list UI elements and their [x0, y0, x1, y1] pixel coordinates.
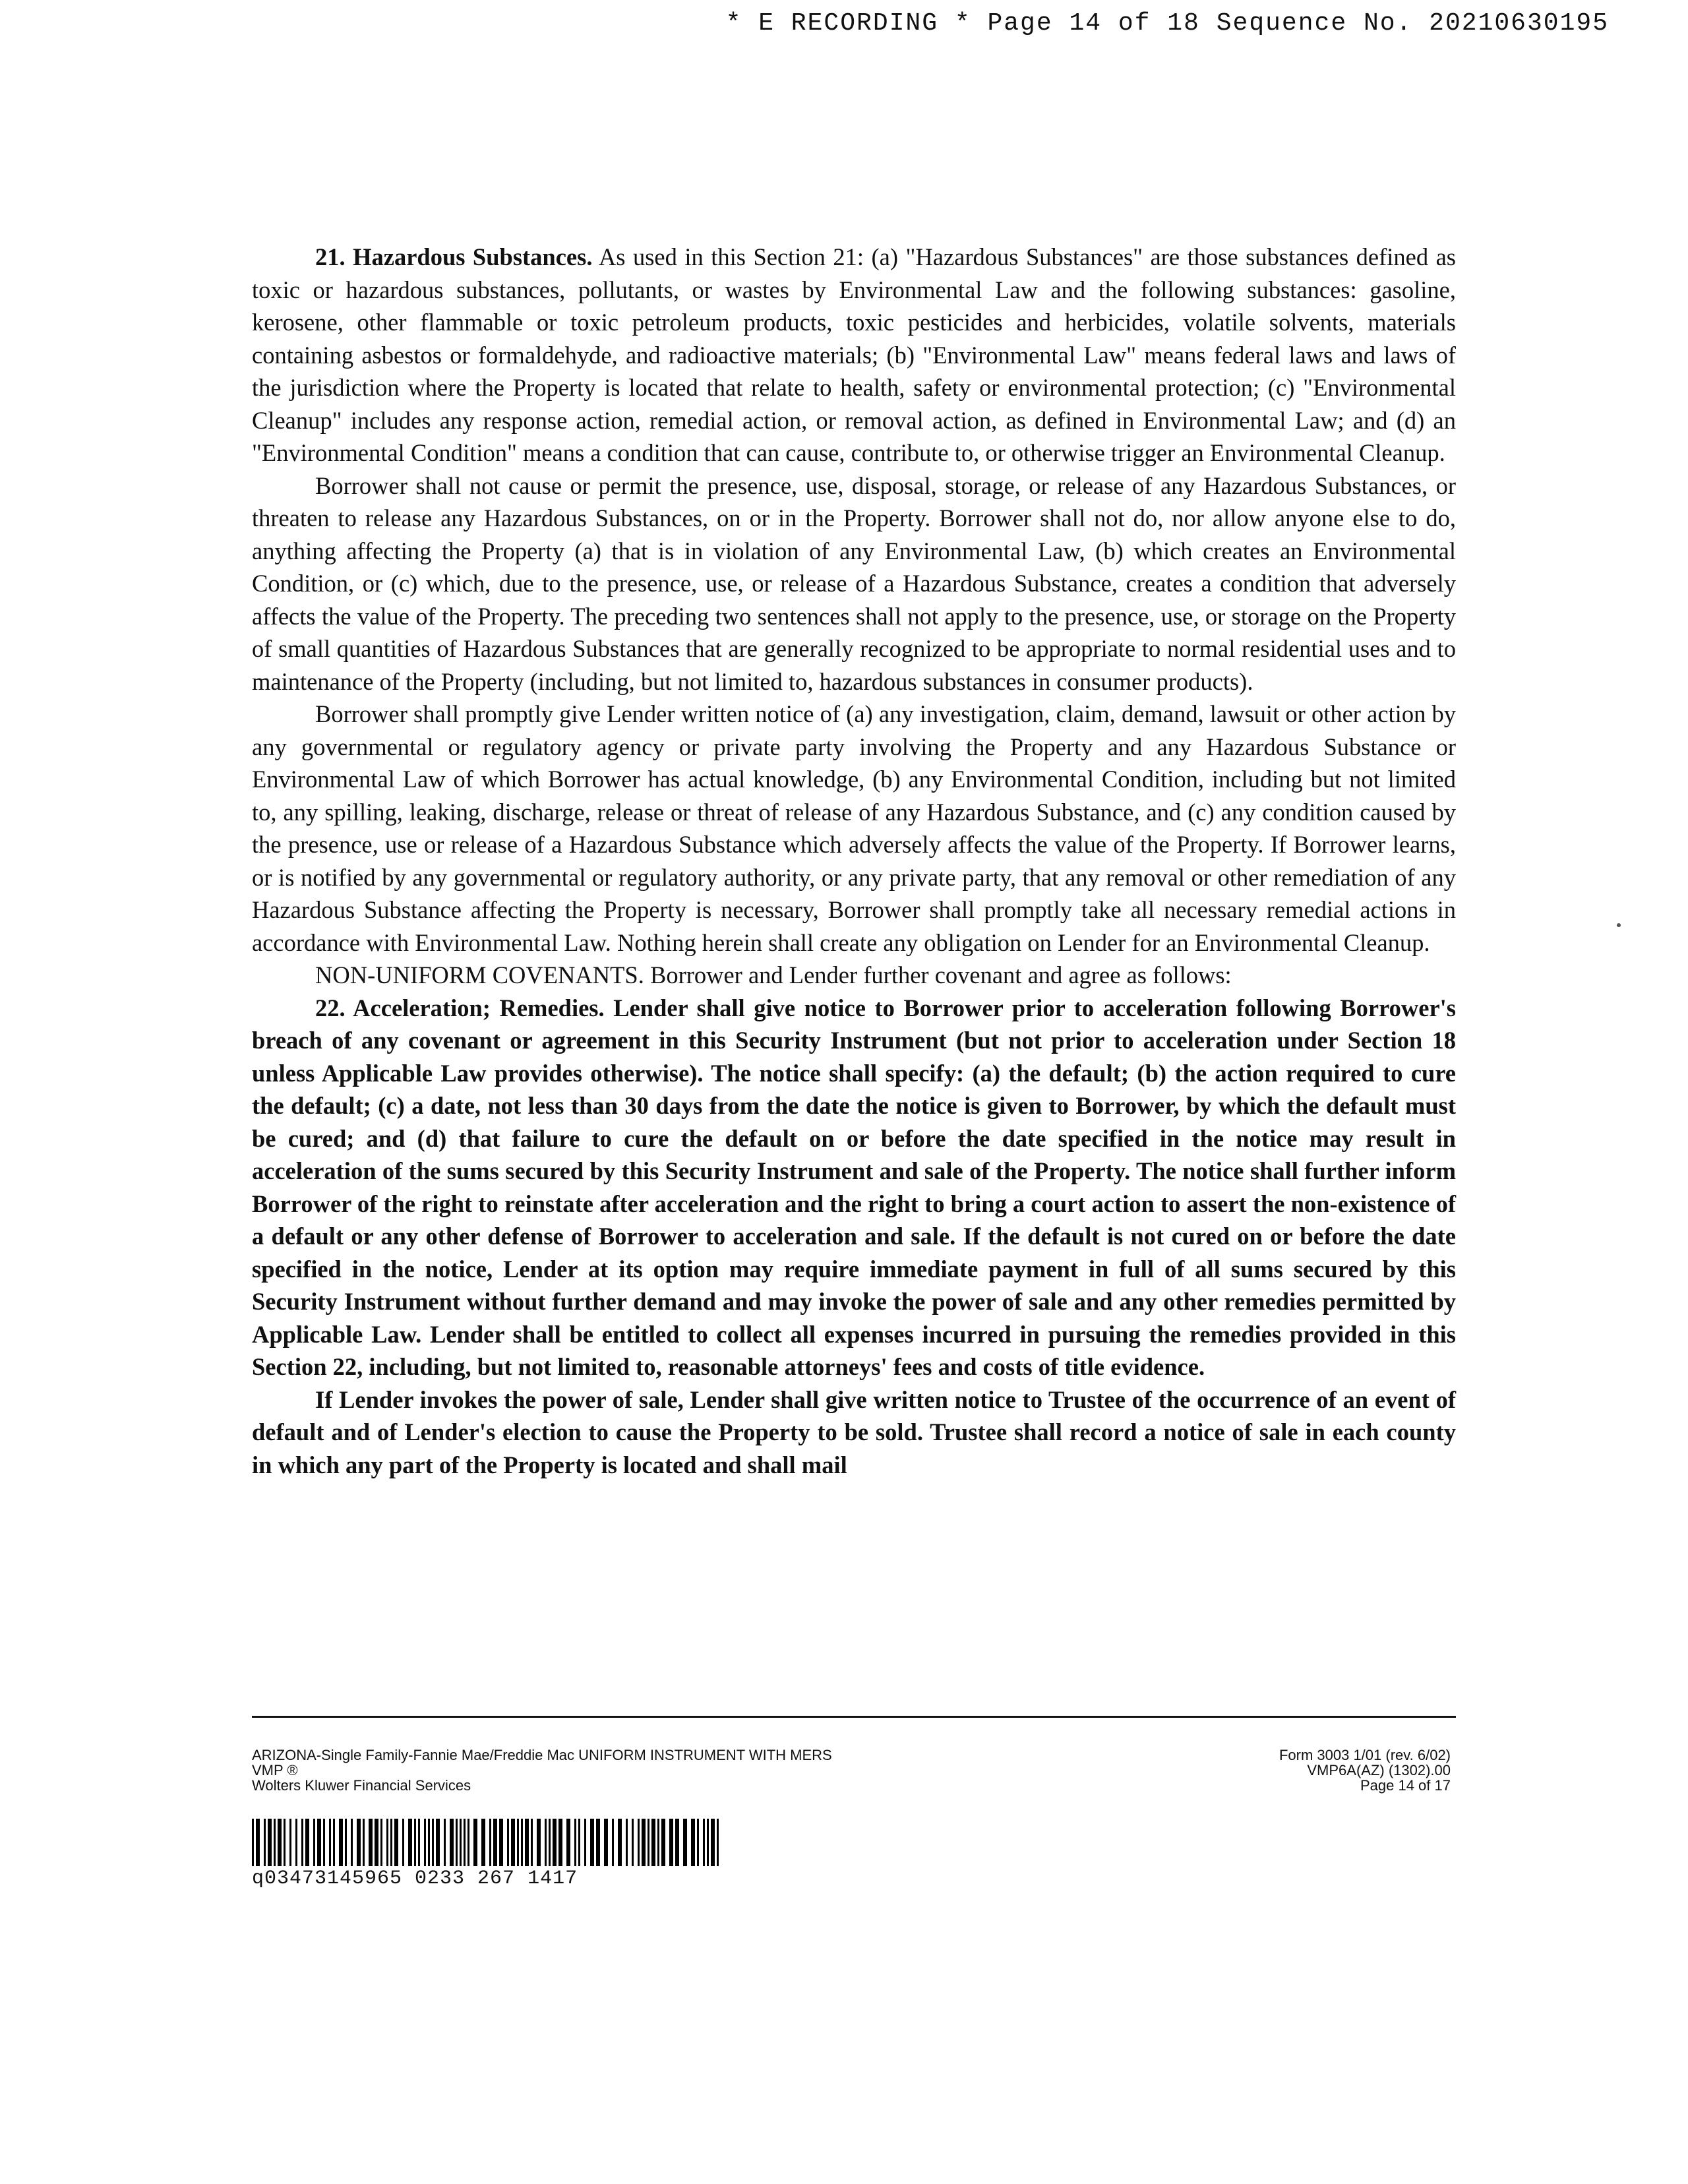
barcode-bar: [612, 1819, 614, 1866]
section-22-paragraph-1: 22. Acceleration; Remedies. Lender shall give notice to Borrower prior to acceleration following Borrower's breach of any covenant or agreement in this Security Instrument (but not prior to acceleration under Section 18 unless Applicable Law provides otherwise). The notice shall specify: (a) the default; (b) the action required to cure the default; (c) a date, not less than 30 days from the date the notice is given to Borrower, by which the default must be cured; and (d) that failure to cure the default on or before the date specified in the notice may result in acceleration of the sums secured by this Security Instrument and sale of the Property. The notice shall further inform Borrower of the right to reinstate after acceleration and the right to bring a court action to assert the non-existence of a default or any other defense of Borrower to acceleration and sale. If the default is not cured on or before the date specified in the notice, Lender at its option may require immediate payment in full of all sums secured by this Security Instrument without further demand and may invoke the power of sale and any other remedies permitted by Applicable Law. Lender shall be entitled to collect all expenses incurred in pursuing the remedies provided in this Section 22, including, but not limited to, reasonable attorneys' fees and costs of title evidence.: [252, 994, 1456, 1380]
barcode-bar: [351, 1819, 353, 1866]
barcode-bar: [531, 1819, 533, 1866]
barcode-bar: [618, 1819, 622, 1866]
barcode-bar: [345, 1819, 347, 1866]
barcode-bar: [256, 1819, 260, 1866]
barcode-bar: [499, 1819, 503, 1866]
barcode-bar: [252, 1819, 254, 1866]
footer-form-number: [1279, 1747, 1451, 1793]
barcode-bar: [632, 1819, 634, 1866]
barcode-bar: [481, 1819, 485, 1866]
barcode-bar: [339, 1819, 343, 1866]
barcode-bar: [301, 1819, 303, 1866]
barcode-bar: [357, 1819, 361, 1866]
barcode-bar: [717, 1819, 719, 1866]
barcode-bar: [467, 1819, 469, 1866]
barcode-bar: [578, 1819, 580, 1866]
barcode-bar: [363, 1819, 365, 1866]
barcode-bar: [711, 1819, 715, 1866]
barcode-bar: [566, 1819, 570, 1866]
barcode-bar: [590, 1819, 594, 1866]
barcode-bar: [553, 1819, 557, 1866]
scan-speck: [1617, 923, 1621, 927]
barcode-bar: [274, 1819, 276, 1866]
barcode-bar: [268, 1819, 272, 1866]
section-21-paragraph-1: [252, 241, 1456, 470]
footer-publisher: Wolters Kluwer Financial Services: [252, 1777, 471, 1794]
section-21-paragraph-3: Borrower shall promptly give Lender written notice of (a) any investigation, claim, demand, lawsuit or other action by any governmental or regulatory agency or private party involving the Property and any Hazardous Substance or Environmental Law of which Borrower has actual knowledge, (b) any Environmental Condition, including but not limited to, any spilling, leaking, discharge, release or threat of release of any Hazardous Substance, and (c) any condition caused by the presence, use or release of a Hazardous Substance which adversely affects the value of the Property. If Borrower learns, or is notified by any governmental or regulatory authority, or any private party, that any removal or other remediation of any Hazardous Substance affecting the Property is necessary, Borrower shall promptly take all necessary remedial actions in accordance with Environmental Law. Nothing herein shall create any obligation on Lender for an Environmental Cleanup.: [252, 700, 1456, 956]
barcode-bar: [450, 1819, 454, 1866]
barcode-bar: [648, 1819, 649, 1866]
barcode-bar: [626, 1819, 628, 1866]
barcode-bar: [289, 1819, 291, 1866]
barcode-bar: [642, 1819, 646, 1866]
barcode-bar: [390, 1819, 392, 1866]
barcode-bar: [444, 1819, 446, 1866]
section-21-paragraph-2: Borrower shall not cause or permit the presence, use, disposal, storage, or release of any Hazardous Substances, or threaten to release any Hazardous Substances, on or in the Property. Borrower shall not do, nor allow anyone else to do, anything affecting the Property (a) that is in violation of any Environmental Law, (b) which creates an Environmental Condition, or (c) which, due to the presence, use, or release of a Hazardous Substance, creates a condition that adversely affects the value of the Property. The preceding two sentences shall not apply to the presence, use, or storage on the Property of small quantities of Hazardous Substances that are generally recognized to be appropriate to normal residential uses and to maintenance of the Property (including, but not limited to, hazardous substances in consumer products).: [252, 471, 1456, 695]
barcode-bar: [460, 1819, 462, 1866]
barcode-bar: [473, 1819, 477, 1866]
barcode-bar: [604, 1819, 608, 1866]
footer-divider: [252, 1716, 1456, 1718]
barcode-bar: [375, 1819, 378, 1866]
barcode-bar: [584, 1819, 586, 1866]
barcode-bar: [464, 1819, 466, 1866]
barcode-bar: [386, 1819, 388, 1866]
barcode-bar: [638, 1819, 640, 1866]
barcode-bar: [329, 1819, 331, 1866]
barcode-bar: [537, 1819, 541, 1866]
barcode-bar: [493, 1819, 497, 1866]
barcode-bar: [369, 1819, 373, 1866]
barcode-bar: [669, 1819, 673, 1866]
recording-header: * E RECORDING * Page 14 of 18 Sequence No. 20210630195: [725, 9, 1609, 38]
barcode-bar: [596, 1819, 600, 1866]
barcode-bar: [394, 1819, 398, 1866]
barcode-bar: [323, 1819, 325, 1866]
footer-form-info: [252, 1747, 832, 1793]
barcode-bar: [691, 1819, 695, 1866]
barcode-bar: [707, 1819, 709, 1866]
barcode-bar: [424, 1819, 426, 1866]
non-uniform-covenants: NON-UNIFORM COVENANTS. Borrower and Lender further covenant and agree as follows:: [315, 961, 1232, 988]
barcode-image: [252, 1819, 721, 1866]
barcode-bar: [436, 1819, 440, 1866]
footer-page-number: Page 14 of 17: [1360, 1777, 1451, 1794]
barcode-bar: [511, 1819, 515, 1866]
barcode-bar: [545, 1819, 547, 1866]
barcode-bar: [333, 1819, 335, 1866]
barcode-bar: [657, 1819, 659, 1866]
barcode-bar: [284, 1819, 286, 1866]
barcode-bar: [402, 1819, 404, 1866]
barcode-bar: [414, 1819, 416, 1866]
barcode-bar: [456, 1819, 458, 1866]
section-21-title: 21. Hazardous Substances.: [315, 243, 593, 270]
barcode-bar: [675, 1819, 679, 1866]
barcode-bar: [683, 1819, 687, 1866]
footer-vmp-code: VMP6A(AZ) (1302).00: [1307, 1762, 1451, 1778]
footer-form-code: Form 3003 1/01 (rev. 6/02): [1279, 1747, 1451, 1763]
section-22-paragraph-2: If Lender invokes the power of sale, Lender shall give written notice to Trustee of the occurrence of an event of default and of Lender's election to cause the Property to be sold. Trustee shall record a notice of sale in each county in which any part of the Property is located and shall mail: [252, 1385, 1456, 1478]
barcode-bar: [295, 1819, 297, 1866]
barcode-bar: [418, 1819, 420, 1866]
barcode-bar: [264, 1819, 266, 1866]
barcode-bar: [703, 1819, 705, 1866]
barcode-bar: [408, 1819, 412, 1866]
barcode-bar: [517, 1819, 519, 1866]
barcode-number: q03473145965 0233 267 1417: [252, 1867, 578, 1890]
footer-form-title: ARIZONA-Single Family-Fannie Mae/Freddie Mac UNIFORM INSTRUMENT WITH MERS: [252, 1747, 832, 1763]
footer-vmp: VMP ®: [252, 1762, 298, 1778]
barcode-bar: [380, 1819, 382, 1866]
barcode-bar: [697, 1819, 699, 1866]
barcode-bar: [521, 1819, 523, 1866]
barcode-bar: [661, 1819, 665, 1866]
barcode-bar: [651, 1819, 655, 1866]
barcode-bar: [525, 1819, 529, 1866]
barcode-bar: [574, 1819, 576, 1866]
section-21-text-1: As used in this Section 21: (a) "Hazardous Substances" are those substances defined as toxic or hazardous substances, pollutants, or wastes by Environmental Law and the following substances: gasoline, kerosene, other flammable or toxic petroleum products, toxic pesticides and herbicides, volatile solvents, materials containing asbestos or formaldehyde, and radioactive materials; (b) "Environmental Law" means federal laws and laws of the jurisdiction where the Property is located that relate to health, safety or environmental protection; (c) "Environmental Cleanup" includes any response action, remedial action, or removal action, as defined in Environmental Law; and (d) an "Environmental Condition" means a condition that can cause, contribute to, or otherwise trigger an Environmental Cleanup.: [252, 243, 1456, 466]
barcode-bar: [432, 1819, 434, 1866]
barcode-bar: [305, 1819, 309, 1866]
barcode-bar: [558, 1819, 562, 1866]
document-body: [252, 241, 1456, 1481]
barcode-bar: [549, 1819, 551, 1866]
barcode-bar: [489, 1819, 491, 1866]
barcode-bar: [278, 1819, 282, 1866]
barcode-bar: [317, 1819, 321, 1866]
barcode-bar: [313, 1819, 315, 1866]
barcode-bar: [507, 1819, 509, 1866]
barcode-bar: [428, 1819, 430, 1866]
